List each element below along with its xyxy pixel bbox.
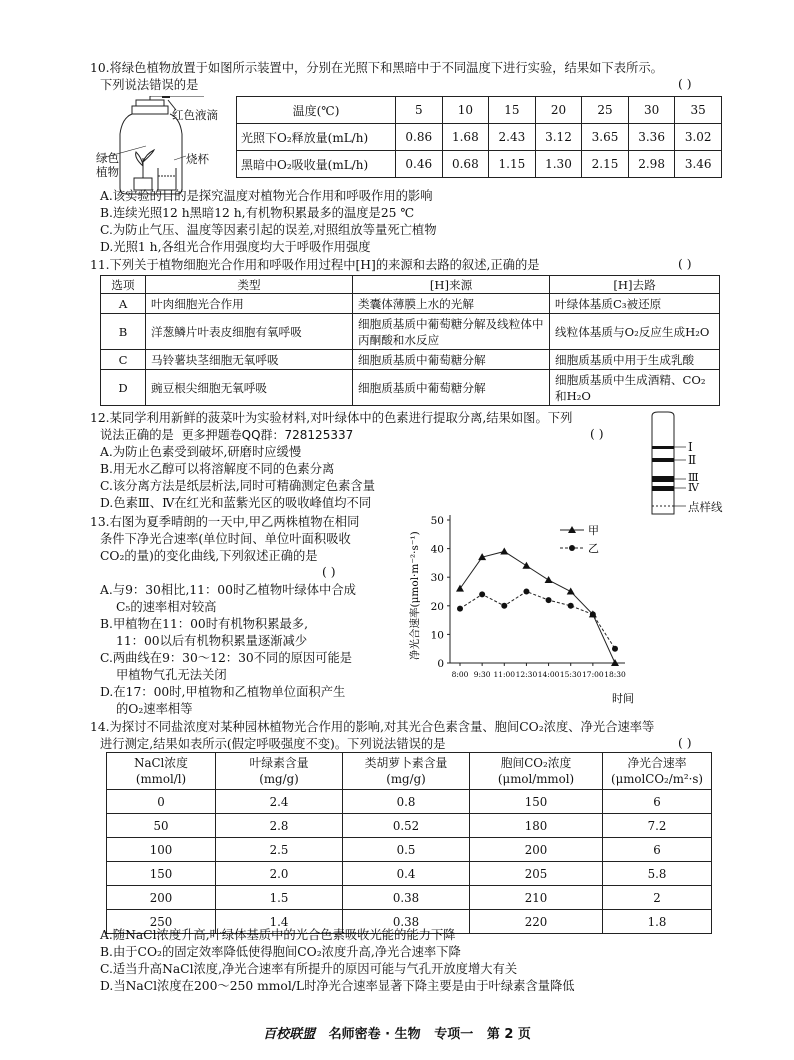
table-header-cell: [H]去路	[550, 276, 720, 294]
table-cell: 35	[675, 97, 722, 124]
table-row	[107, 753, 712, 790]
header-text: 胞间CO₂浓度	[500, 756, 572, 770]
footer-title: 名师密卷 · 生物	[328, 1027, 421, 1042]
table-cell: 3.02	[675, 124, 722, 151]
q10-option-d: D.光照1 h,各组光合作用强度均大于呼吸作用强度	[100, 240, 371, 254]
table-row	[101, 276, 720, 294]
label-red-drop: 红色液滴	[172, 108, 218, 122]
q14-option-c: C.适当升高NaCl浓度,净光合速率有所提升的原因可能与气孔开放度增大有关	[100, 962, 518, 976]
table-row	[101, 294, 720, 314]
table-cell: 210	[470, 886, 603, 910]
table-cell: 0	[107, 790, 216, 814]
table-cell: 1.30	[535, 151, 582, 178]
table-cell: 250	[107, 910, 216, 934]
q14-option-a: A.随NaCl浓度升高,叶绿体基质中的光合色素吸收光能的能力下降	[100, 928, 456, 942]
q13-option-b-1: B.甲植物在11：00时有机物积累最多,	[100, 617, 309, 631]
y-tick-label: 0	[437, 658, 444, 670]
table-cell: 线粒体基质与O₂反应生成H₂O	[550, 314, 720, 350]
q14-option-b: B.由于CO₂的固定效率降低使得胞间CO₂浓度升高,净光合速率下降	[100, 945, 461, 959]
footer-brand: 百校联盟	[263, 1027, 316, 1042]
table-cell: 细胞质基质中葡萄糖分解	[353, 350, 550, 370]
q13-option-d-1: D.在17：00时,甲植物和乙植物单位面积产生	[100, 685, 346, 699]
table-cell: 0.46	[396, 151, 443, 178]
label-plant-2: 植物	[96, 165, 119, 179]
band-label-1: Ⅰ	[688, 440, 693, 454]
table-cell: 0.8	[343, 790, 470, 814]
data-point-jia	[567, 588, 575, 595]
table-cell: 3.12	[535, 124, 582, 151]
q12-stem-line1: 12.某同学利用新鲜的菠菜叶为实验材料,对叶绿体中的色素进行提取分离,结果如图。下列	[90, 411, 573, 425]
y-tick-label: 20	[430, 600, 444, 613]
table-row	[107, 790, 712, 814]
table-header-cell: 类型	[146, 276, 353, 294]
table-cell: 7.2	[603, 814, 712, 838]
band-1	[652, 446, 674, 449]
table-row	[107, 886, 712, 910]
table-header-cell	[343, 753, 470, 790]
data-point-yi	[523, 589, 529, 595]
table-row	[101, 350, 720, 370]
table-cell: 豌豆根尖细胞无氧呼吸	[146, 370, 353, 406]
footer-section: 专项一	[434, 1027, 474, 1042]
chart-xlabel: 时间	[612, 692, 634, 705]
q11-options-table	[100, 275, 720, 406]
table-cell: 0.86	[396, 124, 443, 151]
footer-page: 第 2 页	[486, 1027, 531, 1042]
x-tick-label: 8:00	[451, 670, 469, 679]
table-cell: A	[101, 294, 146, 314]
header-unit: (mmol/l)	[135, 772, 187, 786]
q10-option-a: A.该实验的目的是探究温度对植物光合作用和呼吸作用的影响	[100, 189, 433, 203]
band-2	[652, 458, 674, 462]
table-row	[237, 124, 722, 151]
legend-label-yi: 乙	[588, 542, 599, 555]
table-cell: 0.5	[343, 838, 470, 862]
table-row	[101, 314, 720, 350]
header-text: NaCl浓度	[134, 756, 188, 770]
table-cell: 0.52	[343, 814, 470, 838]
table-header-cell	[470, 753, 603, 790]
q10-option-c: C.为防止气压、温度等因素引起的误差,对照组放等量死亡植物	[100, 223, 437, 237]
table-row	[237, 97, 722, 124]
q10-option-b: B.连续光照12 h黑暗12 h,有机物积累最多的温度是25 ℃	[100, 206, 415, 220]
table-cell: 180	[470, 814, 603, 838]
net-photosynthesis-chart	[400, 510, 650, 710]
q12-stem-line2	[100, 427, 353, 444]
table-header-cell	[603, 753, 712, 790]
table-header-cell	[107, 753, 216, 790]
x-tick-label: 15:30	[559, 670, 582, 679]
q10-stem-line1: 10.将绿色植物放置于如图所示装置中，分别在光照下和黑暗中于不同温度下进行实验，结果如下表所示。	[90, 61, 663, 75]
table-cell: 细胞质基质中用于生成乳酸	[550, 350, 720, 370]
data-point-yi	[501, 603, 507, 609]
table-cell: 5.8	[603, 862, 712, 886]
q10-answer-paren: ( )	[678, 77, 692, 91]
table-cell: C	[101, 350, 146, 370]
band-label-2: Ⅱ	[688, 453, 697, 467]
table-row	[107, 814, 712, 838]
table-row	[101, 370, 720, 406]
table-cell: 3.65	[582, 124, 629, 151]
table-cell: 0.38	[343, 910, 470, 934]
legend-label-jia: 甲	[588, 524, 599, 537]
data-point-yi	[546, 597, 552, 603]
table-header-cell: 温度(℃)	[237, 97, 396, 124]
data-point-yi	[612, 646, 618, 652]
q14-stem-line1: 14.为探讨不同盐浓度对某种园林植物光合作用的影响,对其光合色素含量、胞间CO₂浓度、净光合速率等	[90, 720, 655, 734]
table-cell: 马铃薯块茎细胞无氧呼吸	[146, 350, 353, 370]
table-cell: 30	[628, 97, 675, 124]
q13-option-b-2: 11：00以后有机物积累量逐渐减少	[116, 634, 308, 648]
chart-ylabel: 净光合速率(μmol·m⁻²·s⁻¹)	[409, 531, 421, 660]
data-point-yi	[457, 606, 463, 612]
data-point-yi	[479, 591, 485, 597]
q13-stem-line1: 13.右图为夏季晴朗的一天中,甲乙两株植物在相同	[90, 515, 360, 529]
q12-option-d: D.色素Ⅲ、Ⅳ在红光和蓝紫光区的吸收峰值均不同	[100, 496, 372, 510]
table-cell: 洋葱鳞片叶表皮细胞有氧呼吸	[146, 314, 353, 350]
table-row	[107, 862, 712, 886]
q13-answer-paren: ( )	[322, 565, 336, 579]
y-tick-label: 40	[430, 543, 444, 556]
q12-option-b: B.用无水乙醇可以将溶解度不同的色素分离	[100, 462, 335, 476]
header-unit: (μmol/mmol)	[497, 772, 575, 786]
header-text: 叶绿素含量	[249, 756, 309, 770]
data-point-yi	[568, 603, 574, 609]
band-4	[652, 486, 674, 491]
header-unit: (mg/g)	[259, 772, 299, 786]
table-header-cell: 选项	[101, 276, 146, 294]
y-tick-label: 50	[430, 515, 444, 527]
q13-option-d-2: 的O₂速率相等	[116, 702, 193, 716]
q11-stem: 11.下列关于植物细胞光合作用和呼吸作用过程中[H]的来源和去路的叙述,正确的是	[90, 258, 540, 272]
table-cell: 0.68	[442, 151, 489, 178]
table-cell: B	[101, 314, 146, 350]
table-cell: 150	[470, 790, 603, 814]
table-cell: 0.4	[343, 862, 470, 886]
q10-stem-line2: 下列说法错误的是	[100, 78, 199, 92]
chart-axes	[450, 515, 625, 663]
table-cell: 1.4	[216, 910, 343, 934]
label-beaker: 烧杯	[186, 152, 209, 166]
q13-option-a-1: A.与9：30相比,11：00时乙植物叶绿体中合成	[100, 583, 356, 597]
table-cell: 3.36	[628, 124, 675, 151]
page-footer	[0, 1023, 794, 1042]
table-cell: 2.15	[582, 151, 629, 178]
x-tick-label: 17:00	[582, 670, 604, 679]
q13-option-a-2: C₅的速率相对较高	[116, 600, 217, 614]
header-text: 类胡萝卜素含量	[364, 756, 448, 770]
table-cell: 2.5	[216, 838, 343, 862]
table-row-label: 黑暗中O₂吸收量(mL/h)	[237, 151, 396, 178]
table-row	[237, 151, 722, 178]
x-tick-label: 14:00	[537, 670, 560, 679]
table-cell: 220	[470, 910, 603, 934]
table-cell: 2.43	[489, 124, 536, 151]
table-cell: 6	[603, 838, 712, 862]
q14-stem-line2: 进行测定,结果如表所示(假定呼吸强度不变)。下列说法错误的是	[100, 737, 446, 751]
table-header-cell	[216, 753, 343, 790]
table-cell: 2.8	[216, 814, 343, 838]
header-text: 净光合速率	[627, 756, 687, 770]
origin-line-label: 点样线	[688, 500, 723, 514]
q13-stem-line3: CO₂的量)的变化曲线,下列叙述正确的是	[100, 549, 318, 563]
table-cell: 1.5	[216, 886, 343, 910]
band-label-3: Ⅲ	[688, 471, 699, 484]
table-row-label: 光照下O₂释放量(mL/h)	[237, 124, 396, 151]
q12-answer-paren: ( )	[590, 427, 604, 441]
table-cell: 10	[442, 97, 489, 124]
data-point-jia	[545, 576, 553, 583]
table-cell: 3.46	[675, 151, 722, 178]
q14-option-d: D.当NaCl浓度在200～250 mmol/L时净光合速率显著下降主要是由于叶绿素含量降低	[100, 979, 575, 993]
table-cell: 150	[107, 862, 216, 886]
table-cell: 叶绿体基质C₃被还原	[550, 294, 720, 314]
band-label-4: Ⅳ	[688, 481, 699, 494]
table-cell: 2.98	[628, 151, 675, 178]
data-point-jia	[522, 562, 530, 569]
label-plant-1: 绿色	[96, 151, 119, 165]
q13-option-c-1: C.两曲线在9：30～12：30不同的原因可能是	[100, 651, 353, 665]
series-line-yi	[460, 592, 615, 649]
table-row	[107, 838, 712, 862]
x-tick-label: 11:00	[493, 670, 516, 679]
q14-answer-paren: ( )	[678, 736, 692, 750]
table-cell: 细胞质基质中葡萄糖分解	[353, 370, 550, 406]
q12-stem-text: 说法正确的是	[100, 428, 174, 442]
table-cell: 叶肉细胞光合作用	[146, 294, 353, 314]
q14-data-table	[106, 752, 712, 934]
table-cell: 20	[535, 97, 582, 124]
header-unit: (μmolCO₂/m²·s)	[610, 772, 704, 786]
x-tick-label: 9:30	[473, 670, 491, 679]
data-point-yi	[590, 611, 596, 617]
q13-stem-line2: 条件下净光合速率(单位时间、单位叶面积吸收	[100, 532, 351, 546]
q13-option-c-2: 甲植物气孔无法关闭	[116, 668, 227, 682]
data-point-jia	[456, 585, 464, 592]
ad-text: 更多押题卷QQ群：728125337	[181, 428, 354, 442]
x-tick-label: 12:30	[515, 670, 538, 679]
table-cell: 50	[107, 814, 216, 838]
table-cell: 205	[470, 862, 603, 886]
header-unit: (mg/g)	[386, 772, 426, 786]
table-cell: 5	[396, 97, 443, 124]
table-cell: D	[101, 370, 146, 406]
q12-option-a: A.为防止色素受到破坏,研磨时应缓慢	[100, 445, 302, 459]
q12-option-c: C.该分离方法是纸层析法,同时可精确测定色素含量	[100, 479, 376, 493]
table-cell: 200	[107, 886, 216, 910]
table-cell: 2.4	[216, 790, 343, 814]
table-cell: 1.68	[442, 124, 489, 151]
table-cell: 细胞质基质中葡萄糖分解及线粒体中丙酮酸和水反应	[353, 314, 550, 350]
table-cell: 0.38	[343, 886, 470, 910]
table-cell: 2.0	[216, 862, 343, 886]
y-tick-label: 10	[430, 629, 444, 642]
table-cell: 15	[489, 97, 536, 124]
legend-marker-yi	[569, 545, 575, 551]
q11-answer-paren: ( )	[678, 257, 692, 271]
band-3	[652, 476, 674, 482]
table-cell: 6	[603, 790, 712, 814]
q10-data-table	[236, 96, 722, 178]
table-cell: 2	[603, 886, 712, 910]
x-tick-label: 18:30	[604, 670, 626, 679]
table-cell: 100	[107, 838, 216, 862]
table-header-cell: [H]来源	[353, 276, 550, 294]
table-cell: 细胞质基质中生成酒精、CO₂和H₂O	[550, 370, 720, 406]
table-cell: 1.8	[603, 910, 712, 934]
series-line-jia	[460, 551, 615, 663]
table-cell: 1.15	[489, 151, 536, 178]
table-cell: 25	[582, 97, 629, 124]
table-cell: 类囊体薄膜上水的光解	[353, 294, 550, 314]
table-cell: 200	[470, 838, 603, 862]
data-point-jia	[500, 547, 508, 554]
y-tick-label: 30	[430, 572, 444, 585]
